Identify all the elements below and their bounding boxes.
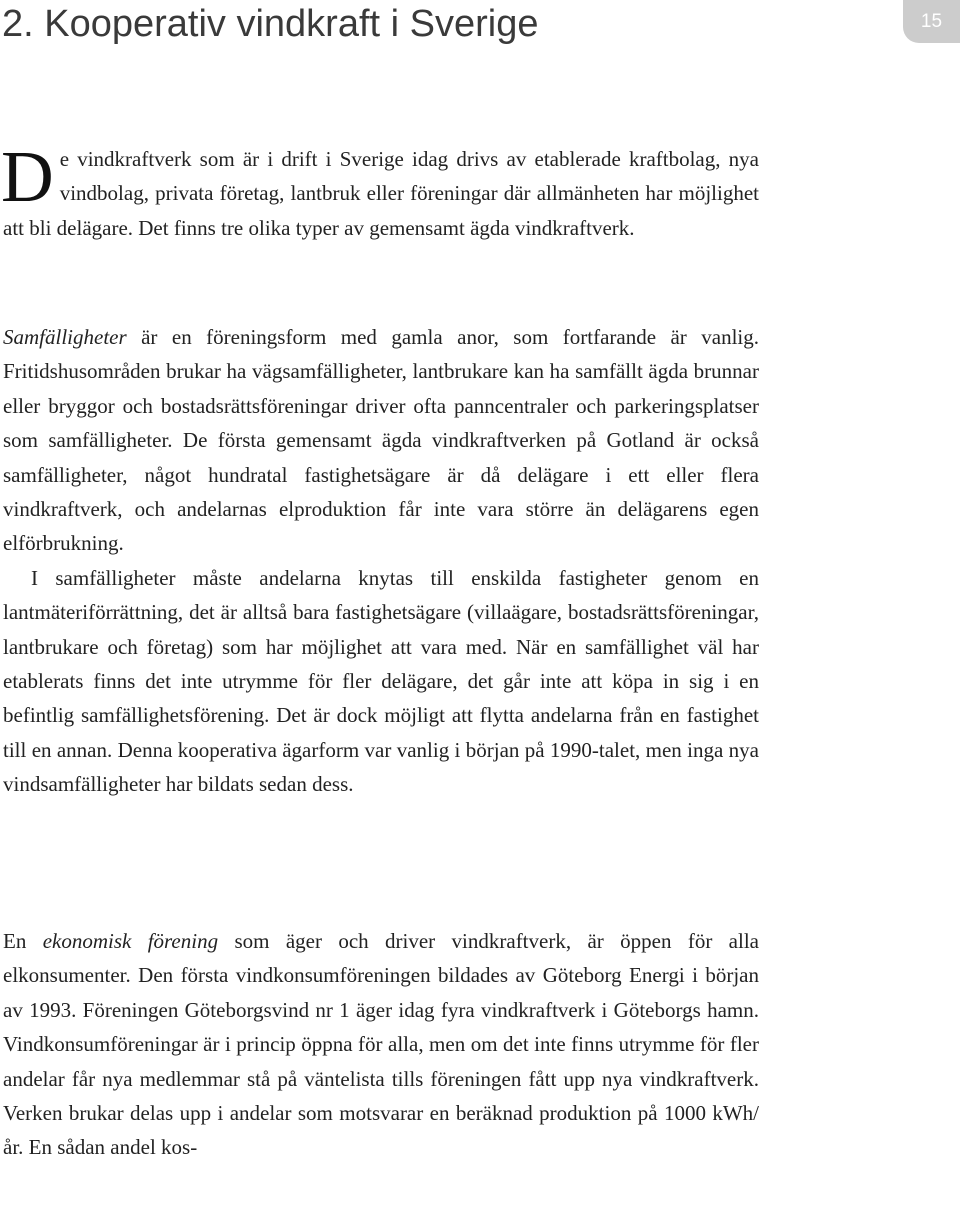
ekonomisk-paragraph (3, 924, 759, 1165)
samfalligheter-paragraph-2: I samfälligheter måste andelarna knytas till enskilda fastigheter genom en lantmäteriförrättning, det är alltså bara fastighetsägare (villaägare, bostadsrättsföreningar, lantbrukare och företag) som har möjlighet att vara med. När en samfällighet väl har etablerats finns det inte utrymme för fler delägare, det går inte att köpa in sig i en befintlig samfällighetsförening. Det är dock möjligt att flytta andelarna från en fastighet till en annan. Denna kooperativa ägarform var vanlig i början på 1990-talet, men inga nya vindsamfälligheter har bildats sedan dess. (3, 565, 759, 797)
page-number-badge (903, 0, 960, 43)
samfalligheter-term: Samfälligheter (3, 325, 127, 349)
drop-cap: D (1, 136, 54, 217)
samfalligheter-text-1: är en föreningsform med gamla anor, som fortfarande är vanlig. Fritidshusområden brukar ha vägsamfälligheter, lantbrukare kan ha samfällt ägda brunnar eller bryggor och bostadsrättsföreningar driver ofta panncentraler och parkeringsplatser som samfälligheter. De första gemensamt ägda vindkraftverken på Gotland är också samfälligheter, något hundratal fastighetsägare är då delägare i ett eller flera vindkraftverk, och andelarnas elproduktion får inte vara större än delägarens egen elförbrukning. (3, 325, 759, 556)
page-title: 2. Kooperativ vindkraft i Sverige (2, 3, 539, 45)
ekonomisk-prefix: En (3, 929, 43, 953)
intro-text: e vindkraftverk som är i drift i Sverige idag drivs av etablerade kraftbolag, nya vindbolag, privata företag, lantbruk eller föreningar där allmänheten har möjlighet att bli delägare. Det finns tre olika typer av gemensamt ägda vindkraftverk. (3, 147, 759, 240)
ekonomisk-forening-section (3, 924, 759, 1165)
ekonomisk-text: som äger och driver vindkraftverk, är öppen för alla elkonsumenter. Den första vindkonsumföreningen bildades av Göteborg Energi i början av 1993. Föreningen Göteborgsvind nr 1 äger idag fyra vindkraftverk i Göteborgs hamn. Vindkonsumföreningar är i princip öppna för alla, men om det inte finns utrymme för fler andelar får nya medlemmar stå på väntelista tills föreningen fått upp nya vindkraftverk. Verken brukar delas upp i andelar som motsvarar en beräknad produktion på 1000 kWh/år. En sådan andel kos- (3, 929, 759, 1160)
page-number: 15 (920, 10, 943, 32)
ekonomisk-term: ekonomisk förening (42, 929, 219, 953)
intro-section (1, 136, 759, 245)
samfalligheter-section (3, 320, 759, 802)
samfalligheter-paragraph-1 (3, 320, 759, 561)
intro-paragraph (1, 136, 759, 245)
